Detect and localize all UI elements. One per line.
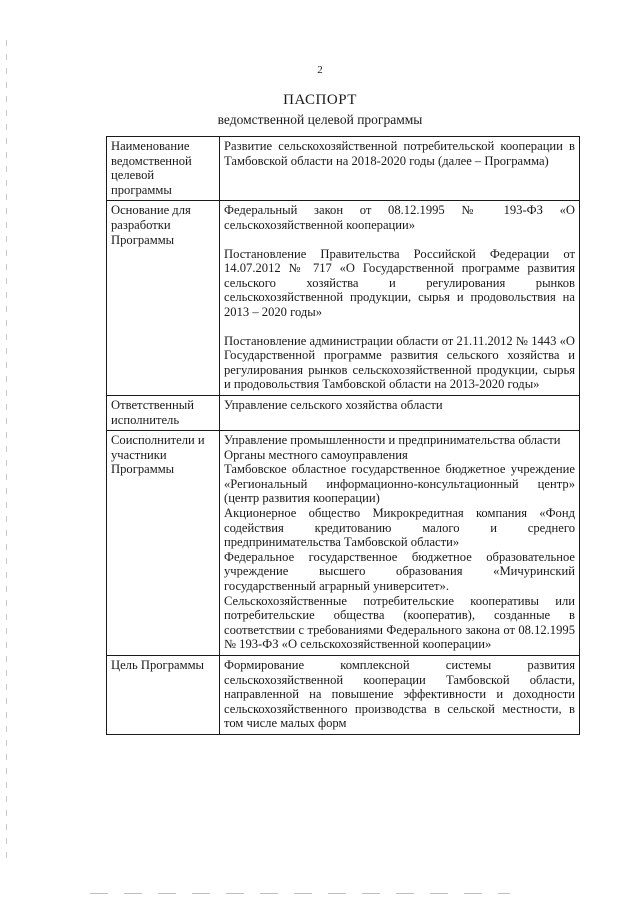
row-value-executor bbox=[220, 395, 580, 430]
paragraph: Тамбовское областное государственное бюджетное учреждение «Региональный информационно-консультационный центр» (центр развития кооперации) bbox=[224, 462, 575, 506]
row-label-basis: Основание для разработки Программы bbox=[107, 201, 220, 396]
row-value-goal bbox=[220, 656, 580, 735]
paragraph: Органы местного самоуправления bbox=[224, 447, 408, 462]
passport-table bbox=[106, 136, 580, 735]
table-row bbox=[107, 656, 580, 735]
scan-bottom-artifact bbox=[90, 893, 510, 894]
paragraph: Федеральный закон от 08.12.1995 № 193-ФЗ «О сельскохозяйственной кооперации» bbox=[224, 203, 575, 232]
row-label-participants: Соисполнители и участники Программы bbox=[107, 431, 220, 656]
row-label-executor: Ответственный исполнитель bbox=[107, 395, 220, 430]
paragraph: Федеральное государственное бюджетное образовательное учреждение высшего образования «Мичуринский государственный аграрный университет». bbox=[224, 549, 575, 594]
paragraph: Управление сельского хозяйства области bbox=[224, 397, 443, 412]
row-value-name bbox=[220, 137, 580, 201]
paragraph: Акционерное общество Микрокредитная компания «Фонд содействия кредитованию малого и среднего предпринимательства Тамбовской области» bbox=[224, 506, 575, 550]
document-subtitle: ведомственной целевой программы bbox=[217, 112, 423, 127]
row-label-name: Наименование ведомственной целевой программы bbox=[107, 137, 220, 201]
paragraph: Постановление Правительства Российской Федерации от 14.07.2012 № 717 «О Государственной программе развития сельского хозяйства и регулирования рынков сельскохозяйственной продукции, сырья и продовольствия на 2013 – 2020 годы» bbox=[224, 246, 575, 319]
table-row bbox=[107, 431, 580, 656]
table-row bbox=[107, 137, 580, 201]
scan-edge-artifact bbox=[6, 40, 7, 860]
document-title: ПАСПОРТ bbox=[283, 92, 357, 108]
page-number: 2 bbox=[317, 64, 323, 76]
row-value-basis bbox=[220, 201, 580, 396]
table-row bbox=[107, 395, 580, 430]
row-label-goal: Цель Программы bbox=[107, 656, 220, 735]
paragraph: Постановление администрации области от 21.11.2012 № 1443 «О Государственной программе развития сельского хозяйства и регулирования рынков сельскохозяйственной продукции, сырья и продовольствия Тамбовской области на 2013-2020 годы» bbox=[224, 333, 575, 392]
table-row bbox=[107, 201, 580, 396]
paragraph: Формирование комплексной системы развития сельскохозяйственной кооперации Тамбовской области, направленной на повышение эффективности и доходности сельскохозяйственного производства в сельской местности, в том числе малых форм bbox=[224, 658, 575, 731]
row-value-participants bbox=[220, 431, 580, 656]
paragraph: Развитие сельскохозяйственной потребительской кооперации в Тамбовской области на 2018-2020 годы (далее – Программа) bbox=[224, 139, 575, 168]
paragraph: Управление промышленности и предпринимательства области bbox=[224, 433, 561, 448]
paragraph: Сельскохозяйственные потребительские кооперативы или потребительские общества (кооператив), созданные в соответствии с требованиями Федерального закона от 08.12.1995 № 193-ФЗ «О сельскохозяйственной кооперации» bbox=[224, 593, 575, 652]
